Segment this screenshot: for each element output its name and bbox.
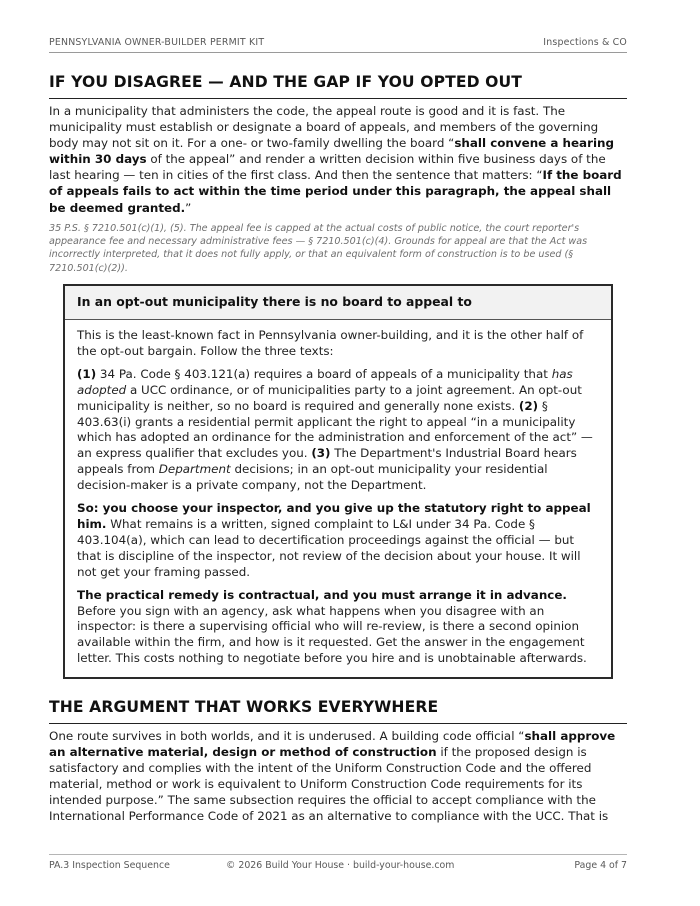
footer-section-label: PA.3 Inspection Sequence (49, 860, 170, 871)
text-run: Before you sign with an agency, ask what happens when you disagree with an inspector: is there a supervising official who will re-review, is there a second opinion available within the firm, and how is it requested. Get the answer in the engagement letter. This costs nothing to negotiate before you hire and is unobtainable afterwards. (77, 603, 587, 666)
text-run: of the appeal” and render a written decision within five business days of the last hearing — ten in cities of the first class. And then the sentence that matters: “ (49, 152, 606, 183)
footer-page-number: Page 4 of 7 (574, 860, 627, 871)
list-number: (1) (77, 366, 97, 381)
list-number: (2) (518, 398, 539, 413)
document-page (49, 0, 627, 906)
callout-paragraph-inspector (77, 501, 599, 581)
footer-copyright: © 2026 Build Your House · build-your-house.com (226, 860, 455, 871)
callout-paragraph-remedy (77, 588, 599, 668)
footer-divider (49, 854, 627, 855)
bold-text: shall approve an alternative material, design or method of construction (49, 729, 616, 760)
bold-text: The practical remedy is contractual, and you must arrange it in advance. (77, 587, 567, 602)
bold-text: So: you choose your inspector, and you give up the statutory right to appeal him. (77, 501, 591, 531)
text-run: ” (185, 200, 192, 215)
callout-body (65, 320, 611, 667)
text-run: a UCC ordinance, or of municipalities party to a joint agreement. An opt-out municipality is neither, so no board is required and generally none exists. (77, 382, 582, 413)
section-heading-rule (49, 98, 627, 99)
section-heading-rule (49, 723, 627, 724)
callout-paragraph-intro: This is the least-known fact in Pennsylvania owner-building, and it is the other half of the opt-out bargain. Follow the three texts: (77, 328, 584, 358)
text-run: In a municipality that administers the code, the appeal route is good and it is fast. The municipality must establish or designate a board of appeals, and members of the governing body may not sit on it. For a one- or two-family dwelling the board “ (49, 104, 599, 151)
text-run: What remains is a written, signed complaint to L&I under 34 Pa. Code § 403.104(a), which can lead to decertification proceedings against the official — but that is discipline of the inspector, not review of the decision about your house. It will not get your framing passed. (77, 516, 581, 579)
running-header (49, 37, 627, 48)
list-number: (3) (311, 446, 331, 461)
callout-title: In an opt-out municipality there is no board to appeal to (65, 286, 611, 320)
italic-text: has adopted (77, 366, 573, 397)
body-paragraph-alternative (49, 728, 627, 825)
text-run: decisions; in an opt-out municipality your residential decision-maker is a private company, not the Department. (77, 462, 548, 493)
running-footer (49, 860, 627, 874)
text-run: One route survives in both worlds, and it is underused. A building code official “ (49, 729, 525, 743)
header-kit-title: PENNSYLVANIA OWNER-BUILDER PERMIT KIT (49, 37, 265, 48)
opt-out-callout-box (63, 284, 613, 679)
section-heading-disagree: IF YOU DISAGREE — AND THE GAP IF YOU OPTED OUT (49, 73, 523, 91)
text-run: if the proposed design is satisfactory and complies with the intent of the Uniform Construction Code and the offered material, method or work is equivalent to Uniform Construction Code requirements for its intended purpose.” The same subsection requires the official to accept compliance with the International Performance Code of 2021 as an alternative to compliance with the UCC. That is (49, 745, 609, 824)
callout-paragraph-three-texts (77, 367, 599, 494)
legal-citation-note: 35 P.S. § 7210.501(c)(1), (5). The appeal fee is capped at the actual costs of public notice, the court reporter's appearance fee and necessary administrative fees — § 7210.501(c)(4). Grounds for appeal are that the Act was incorrectly interpreted, that it does not fully apply, or that an equivalent form of construction is to be used (§ 7210.501(c)(2)). (49, 223, 588, 274)
bold-text: If the board of appeals fails to act within the time period under this paragraph, the appeal shall be deemed granted. (49, 168, 622, 215)
text-run: § 403.63(i) grants a residential permit applicant the right to appeal “in a municipality which has adopted an ordinance for the administration and enforcement of the act” — an express qualifier that excludes you. (77, 398, 593, 461)
section-heading-argument: THE ARGUMENT THAT WORKS EVERYWHERE (49, 698, 439, 716)
italic-text: Department (158, 462, 231, 477)
header-section-title: Inspections & CO (543, 37, 627, 48)
header-divider (49, 52, 627, 53)
body-paragraph-appeals (49, 103, 627, 216)
bold-text: shall convene a hearing within 30 days (49, 136, 615, 167)
text-run: The Department's Industrial Board hears appeals from (77, 446, 577, 477)
text-run: 34 Pa. Code § 403.121(a) requires a board of appeals of a municipality that (96, 366, 552, 381)
